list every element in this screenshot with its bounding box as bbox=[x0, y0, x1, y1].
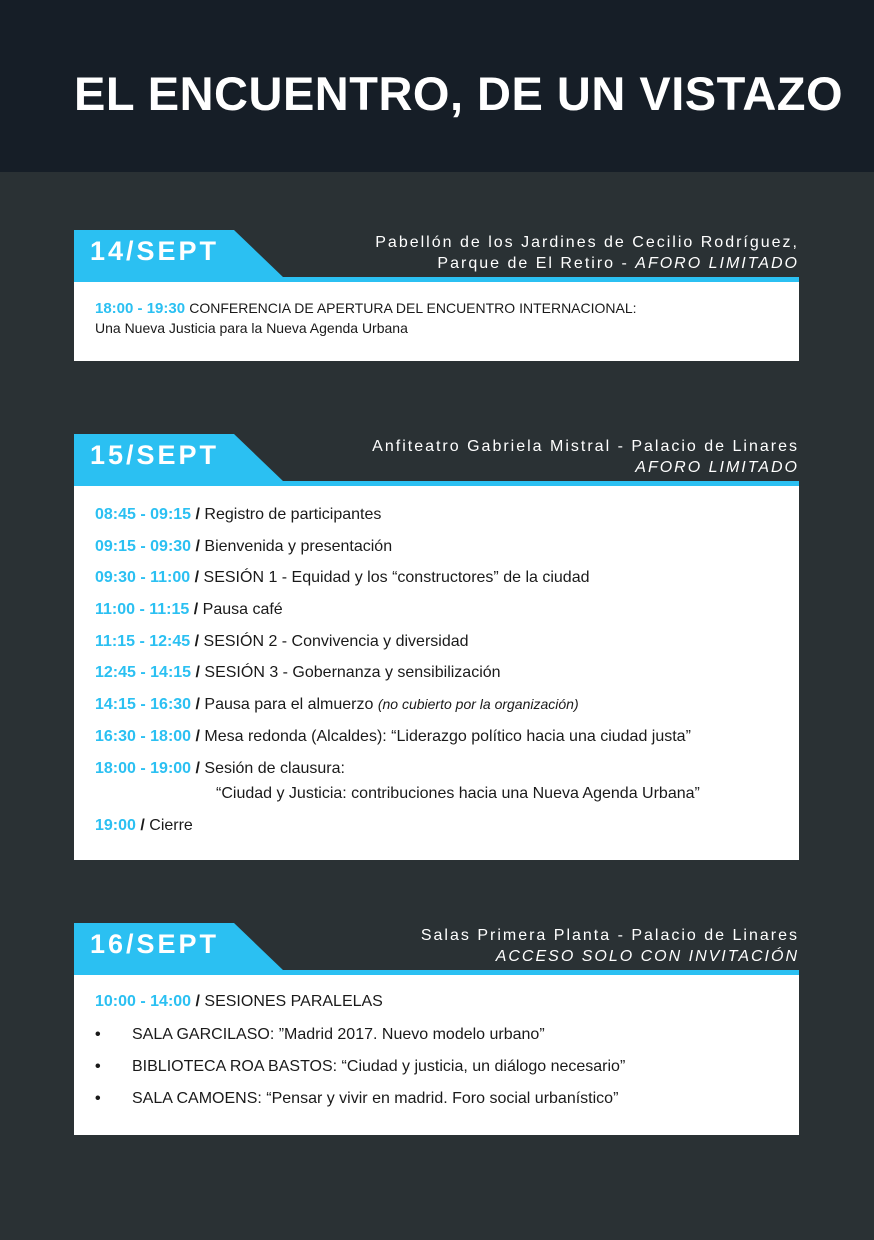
schedule-item: 11:15 - 12:45 / SESIÓN 2 - Convivencia y diversidad bbox=[95, 633, 469, 650]
item-text: SESIONES PARALELAS bbox=[204, 993, 383, 1010]
page-header bbox=[0, 0, 874, 172]
time: 16:30 - 18:00 bbox=[95, 728, 192, 745]
time: 18:00 - 19:30 bbox=[95, 300, 186, 317]
schedule-box bbox=[74, 282, 799, 361]
time: 10:00 - 14:00 bbox=[95, 993, 192, 1010]
time: 08:45 - 09:15 bbox=[95, 506, 192, 523]
time: 12:45 - 14:15 bbox=[95, 664, 192, 681]
schedule-item: 18:00 - 19:00 / Sesión de clausura: bbox=[95, 760, 345, 777]
schedule-item: 11:00 - 11:15 / Pausa café bbox=[95, 601, 283, 618]
day-14-sept bbox=[74, 230, 799, 361]
item-text-line2: Una Nueva Justicia para la Nueva Agenda Urbana bbox=[95, 320, 408, 336]
bullet-text: SALA CAMOENS: “Pensar y vivir en madrid. Foro social urbanístico” bbox=[132, 1090, 619, 1107]
day-15-sept bbox=[74, 434, 799, 860]
schedule-item: 19:00 / Cierre bbox=[95, 817, 193, 834]
venue-line: Parque de El Retiro bbox=[437, 255, 616, 272]
venue bbox=[421, 925, 799, 967]
bullet-icon: • bbox=[95, 1026, 101, 1043]
schedule-item: 10:00 - 14:00 / SESIONES PARALELAS bbox=[95, 993, 383, 1010]
item-text: Sesión de clausura: bbox=[204, 760, 345, 777]
schedule-item bbox=[95, 300, 637, 317]
item-note: (no cubierto por la organización) bbox=[377, 696, 579, 712]
time: 11:15 - 12:45 bbox=[95, 633, 191, 650]
item-text: CONFERENCIA DE APERTURA DEL ENCUENTRO INTERNACIONAL: bbox=[189, 300, 637, 316]
item-text: Registro de participantes bbox=[204, 506, 382, 523]
schedule-box bbox=[74, 486, 799, 860]
time: 14:15 - 16:30 bbox=[95, 696, 192, 713]
item-text: Cierre bbox=[149, 817, 193, 834]
schedule-item: 12:45 - 14:15 / SESIÓN 3 - Gobernanza y sensibilización bbox=[95, 664, 501, 681]
time: 09:15 - 09:30 bbox=[95, 538, 192, 555]
item-text: Pausa café bbox=[202, 601, 283, 618]
venue-line: Anfiteatro Gabriela Mistral - Palacio de Linares bbox=[372, 438, 799, 455]
capacity-note: AFORO LIMITADO bbox=[635, 255, 799, 272]
schedule-item: 08:45 - 09:15 / Registro de participantes bbox=[95, 506, 382, 523]
item-text: Pausa para el almuerzo bbox=[204, 696, 378, 713]
venue: Pabellón de los Jardines de Cecilio Rodríguez, Parque de El Retiro - AFORO LIMITADO bbox=[375, 234, 799, 272]
item-text: Bienvenida y presentación bbox=[204, 538, 393, 555]
bullet-item bbox=[95, 1026, 545, 1044]
bullet-icon: • bbox=[95, 1058, 101, 1075]
item-text: SESIÓN 3 - Gobernanza y sensibilización bbox=[204, 664, 501, 681]
venue bbox=[372, 436, 799, 478]
schedule-item: 16:30 - 18:00 / Mesa redonda (Alcaldes): “Liderazgo político hacia una ciudad justa” bbox=[95, 728, 691, 745]
schedule-box bbox=[74, 975, 799, 1135]
item-text: SESIÓN 2 - Convivencia y diversidad bbox=[203, 633, 469, 650]
bullet-item bbox=[95, 1058, 625, 1076]
time: 09:30 - 11:00 bbox=[95, 569, 191, 586]
page-title: EL ENCUENTRO, DE UN VISTAZO bbox=[74, 67, 844, 120]
capacity-note: AFORO LIMITADO bbox=[635, 459, 799, 476]
venue-line: Pabellón de los Jardines de Cecilio Rodríguez, bbox=[375, 234, 799, 251]
time: 19:00 bbox=[95, 817, 136, 834]
bullet-item bbox=[95, 1090, 618, 1108]
schedule-item: 09:30 - 11:00 / SESIÓN 1 - Equidad y los “constructores” de la ciudad bbox=[95, 569, 590, 586]
bullet-text: SALA GARCILASO: ”Madrid 2017. Nuevo modelo urbano” bbox=[132, 1026, 545, 1043]
item-text: Mesa redonda (Alcaldes): “Liderazgo político hacia una ciudad justa” bbox=[204, 728, 691, 745]
item-text-line2: “Ciudad y Justicia: contribuciones hacia una Nueva Agenda Urbana” bbox=[216, 785, 700, 802]
capacity-note: ACCESO SOLO CON INVITACIÓN bbox=[495, 948, 799, 965]
schedule-item: 09:15 - 09:30 / Bienvenida y presentación bbox=[95, 538, 393, 555]
date-label: 15/SEPT bbox=[90, 440, 220, 470]
item-text: SESIÓN 1 - Equidad y los “constructores” de la ciudad bbox=[203, 569, 590, 586]
bullet-icon: • bbox=[95, 1090, 101, 1107]
date-label: 16/SEPT bbox=[90, 929, 220, 959]
day-16-sept bbox=[74, 923, 799, 1135]
time: 11:00 - 11:15 bbox=[95, 601, 190, 618]
time: 18:00 - 19:00 bbox=[95, 760, 192, 777]
date-label: 14/SEPT bbox=[90, 236, 220, 266]
bullet-text: BIBLIOTECA ROA BASTOS: “Ciudad y justicia, un diálogo necesario” bbox=[132, 1058, 626, 1075]
schedule-item: 14:15 - 16:30 / Pausa para el almuerzo (no cubierto por la organización) bbox=[95, 696, 579, 713]
venue-line: Salas Primera Planta - Palacio de Linares bbox=[420, 927, 799, 944]
